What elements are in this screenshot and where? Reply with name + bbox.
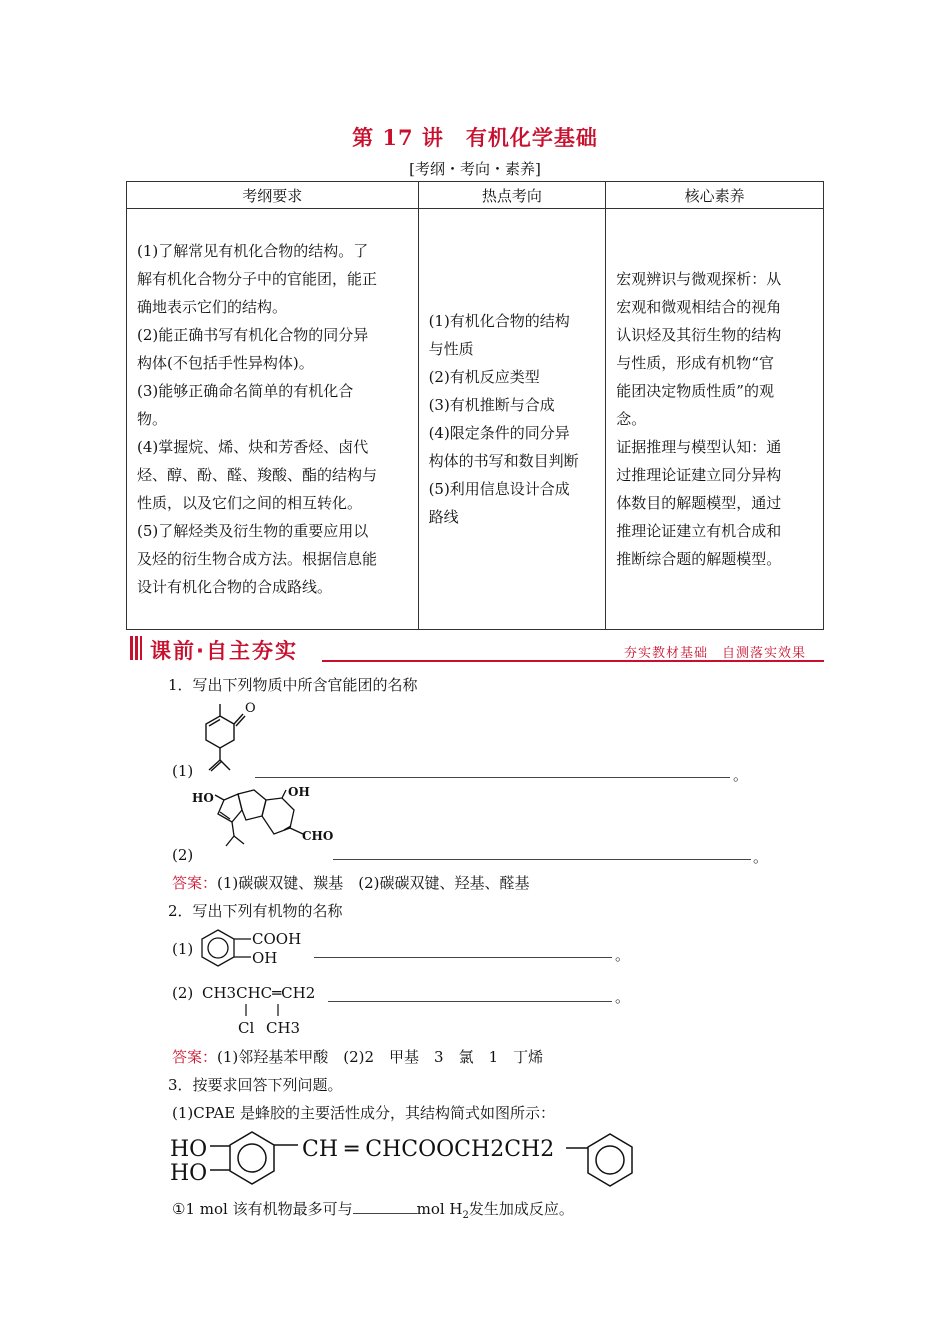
ch3-label: CH3 — [266, 1019, 301, 1037]
q2-number-1: (1) — [172, 940, 194, 958]
q3-sub1 — [172, 1198, 574, 1221]
cho-label: CHO — [302, 829, 334, 843]
table-header-cell: 核心素养 — [606, 182, 824, 209]
banner-label: 课前·自主夯实 — [150, 639, 298, 663]
q3-intro: (1)CPAE 是蜂胶的主要活性成分，其结构简式如图所示： — [172, 1104, 555, 1122]
cell-line: 解有机化合物分子中的官能团，能正 — [137, 270, 378, 288]
cell-line: 证据推理与模型认知：通 — [616, 438, 782, 456]
cell-line: 与性质，形成有机物“官 — [616, 354, 774, 372]
carvone-structure — [192, 696, 262, 778]
cell-line: 构体的书写和数目判断 — [428, 452, 579, 470]
banner-slogan: 夯实教材基础 自测落实效果 — [623, 646, 806, 661]
answer-label: 答案： — [172, 874, 218, 892]
cell-line: 及烃的衍生物合成方法。根据信息能 — [137, 550, 378, 568]
table-header-row — [127, 182, 824, 209]
cell-line: (2)能正确书写有机化合物的同分异 — [137, 326, 369, 344]
q3-sub1-prefix: ①1 mol 该有机物最多可与 — [172, 1200, 353, 1218]
q1-period-2: 。 — [753, 848, 769, 866]
q2-answer-blank-1[interactable] — [314, 956, 612, 958]
cell-line: (4)掌握烷、烯、炔和芳香烃、卤代 — [137, 438, 369, 456]
cell-line: (3)有机推断与合成 — [428, 396, 555, 414]
requirements-table — [126, 181, 824, 630]
cell-line: 能团决定物质性质”的观 — [616, 382, 774, 400]
cell-line: 念。 — [616, 410, 647, 428]
side-chain-label: CH ═ CHCOOCH2CH2 — [302, 1137, 555, 1162]
q3-sub1-subscript: 2 — [462, 1210, 469, 1221]
q1-period-1: 。 — [733, 766, 749, 784]
q3-sub1-middle: mol H — [416, 1200, 463, 1218]
q2-formula: CH3CHC═CH2 — [202, 984, 316, 1002]
cell-line: 推理论证建立有机合成和 — [616, 522, 782, 540]
q1-answer — [172, 872, 530, 893]
literacy-cell — [606, 209, 824, 630]
cl-label: Cl — [238, 1019, 255, 1037]
cell-line: 设计有机化合物的合成路线。 — [137, 578, 333, 596]
q2-answer-blank-2[interactable] — [328, 1000, 612, 1002]
q1-answer-blank-1[interactable] — [255, 776, 730, 778]
answer-label: 答案： — [172, 1048, 218, 1066]
cell-line: (5)了解烃类及衍生物的重要应用以 — [137, 522, 369, 540]
q1-answer-blank-2[interactable] — [333, 858, 751, 860]
table-header-cell: 热点考向 — [418, 182, 606, 209]
answer-text: (1)碳碳双键、羰基 (2)碳碳双键、羟基、醛基 — [217, 874, 530, 892]
table-row — [127, 209, 824, 630]
cell-line: (4)限定条件的同分异 — [428, 424, 570, 442]
q1-number-1: (1) — [172, 762, 194, 780]
cell-line: 构体(不包括手性异构体)。 — [137, 354, 314, 372]
cell-line: 宏观和微观相结合的视角 — [616, 298, 782, 316]
q3-sub1-suffix: 发生加成反应。 — [468, 1200, 574, 1218]
cell-line: 确地表示它们的结构。 — [137, 298, 288, 316]
oh-label: OH — [288, 785, 310, 799]
cell-line: (2)有机反应类型 — [428, 368, 540, 386]
oh-group-label: OH — [252, 949, 278, 967]
q2-prompt: 2．写出下列有机物的名称 — [168, 902, 343, 920]
cell-line: 烃、醇、酚、醛、羧酸、酯的结构与 — [137, 466, 378, 484]
cell-line: 性质，以及它们之间的相互转化。 — [137, 494, 363, 512]
table-header-cell: 考纲要求 — [127, 182, 419, 209]
carbonyl-o-label: O — [245, 701, 256, 716]
ho-label: HO — [192, 791, 214, 805]
cell-line: 过推理论证建立同分异构 — [616, 466, 782, 484]
ho-top-label: HO — [170, 1137, 208, 1162]
page-title: 第 17 讲 有机化学基础 — [352, 125, 598, 150]
page-subtitle: [考纲・考向・素养] — [409, 160, 541, 178]
q3-sub1-blank[interactable] — [353, 1199, 417, 1214]
terpenoid-structure — [190, 782, 340, 862]
cell-line: 宏观辨识与微观探析：从 — [616, 270, 782, 288]
answer-text: (1)邻羟基苯甲酸 (2)2 甲基 3 氯 1 丁烯 — [217, 1048, 544, 1066]
q2-period-1: 。 — [615, 946, 631, 964]
q1-prompt: 1．写出下列物质中所含官能团的名称 — [168, 676, 418, 694]
cell-line: 路线 — [428, 508, 459, 526]
cell-line: 认识烃及其衍生物的结构 — [616, 326, 782, 344]
q2-number-2: (2) — [172, 984, 194, 1002]
q3-prompt: 3．按要求回答下列问题。 — [168, 1076, 343, 1094]
substituent-bonds — [200, 1000, 320, 1040]
cell-line: (5)利用信息设计合成 — [428, 480, 570, 498]
cell-line: 推断综合题的解题模型。 — [616, 550, 782, 568]
hotspot-cell — [418, 209, 606, 630]
q2-answer — [172, 1046, 543, 1067]
section-banner — [130, 634, 824, 664]
salicylic-acid-structure — [196, 926, 306, 970]
cell-line: 与性质 — [428, 340, 474, 358]
cell-line: (1)了解常见有机化合物的结构。了 — [137, 242, 369, 260]
cell-line: (1)有机化合物的结构 — [428, 312, 570, 330]
cell-line: (3)能够正确命名简单的有机化合 — [137, 382, 354, 400]
q1-number-2: (2) — [172, 846, 194, 864]
cell-line: 物。 — [137, 410, 168, 428]
ho-bottom-label: HO — [170, 1161, 208, 1186]
syllabus-cell — [127, 209, 419, 630]
cell-line: 体数目的解题模型，通过 — [616, 494, 782, 512]
cooh-label: COOH — [252, 930, 302, 948]
cpae-structure — [170, 1126, 650, 1190]
banner-stripes — [130, 636, 142, 660]
q2-period-2: 。 — [615, 988, 631, 1006]
